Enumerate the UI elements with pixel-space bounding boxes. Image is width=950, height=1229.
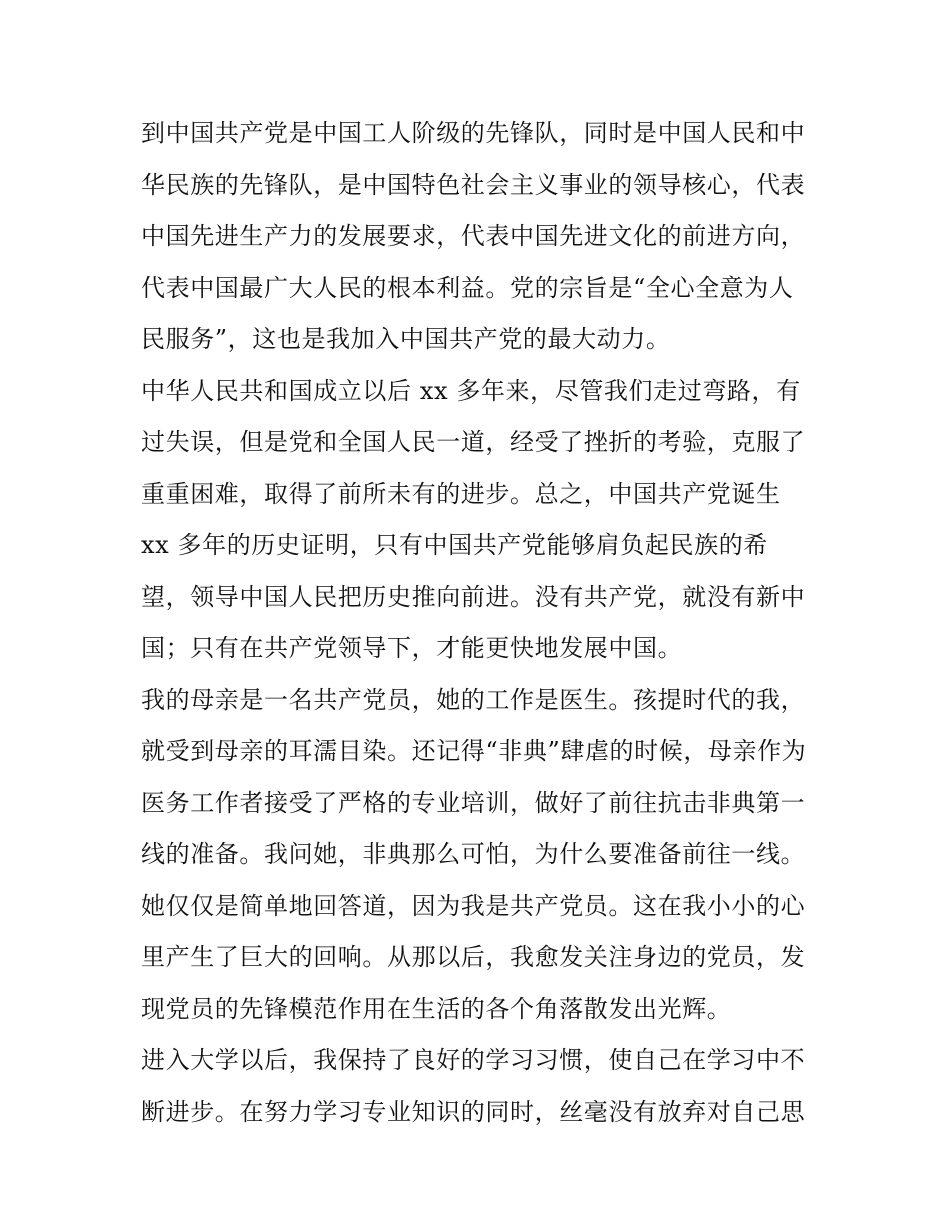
text-line: 到中国共产党是中国工人阶级的先锋队，同时是中国人民和中 xyxy=(141,119,806,147)
text-line: 线的准备。我问她，非典那么可怕，为什么要准备前往一线。 xyxy=(141,840,806,868)
text-line: 华民族的先锋队，是中国特色社会主义事业的领导核心，代表 xyxy=(141,170,806,199)
document-body xyxy=(141,108,821,1138)
paragraph-1 xyxy=(141,108,821,366)
text-line: 中国先进生产力的发展要求，代表中国先进文化的前进方向， xyxy=(141,222,806,250)
text-line: 就受到母亲的耳濡目染。还记得“非典”肆虐的时候，母亲作为 xyxy=(141,737,807,765)
text-line: 代表中国最广大人民的根本利益。党的宗旨是“全心全意为人 xyxy=(141,273,794,302)
text-line: 国；只有在共产党领导下，才能更快地发展中国。 xyxy=(141,634,683,662)
text-line: 医务工作者接受了严格的专业培训，做好了前往抗击非典第一 xyxy=(141,788,806,817)
text-line: 进入大学以后，我保持了良好的学习习惯，使自己在学习中不 xyxy=(141,1046,806,1074)
paragraph-3 xyxy=(141,675,821,1036)
text-line: 她仅仅是简单地回答道，因为我是共产党员。这在我小小的心 xyxy=(141,891,806,920)
text-line: 断进步。在努力学习专业知识的同时，丝毫没有放弃对自己思 xyxy=(141,1097,806,1126)
text-line: 重重困难，取得了前所未有的进步。总之，中国共产党诞生 xyxy=(141,479,781,508)
text-line: xx 多年的历史证明，只有中国共产党能够肩负起民族的希 xyxy=(141,531,768,559)
text-line: 望，领导中国人民把历史推向前进。没有共产党，就没有新中 xyxy=(141,582,806,611)
text-line: 民服务”，这也是我加入中国共产党的最大动力。 xyxy=(141,325,671,353)
text-line: 里产生了巨大的回响。从那以后，我愈发关注身边的党员，发 xyxy=(141,943,806,971)
text-line: 中华人民共和国成立以后 xx 多年来，尽管我们走过弯路，有 xyxy=(141,376,801,405)
text-line: 过失误，但是党和全国人民一道，经受了挫折的考验，克服了 xyxy=(141,428,806,456)
paragraph-4 xyxy=(141,1035,821,1138)
paragraph-2 xyxy=(141,366,821,675)
text-line: 我的母亲是一名共产党员，她的工作是医生。孩提时代的我， xyxy=(141,685,806,714)
text-line: 现党员的先锋模范作用在生活的各个角落散发出光辉。 xyxy=(141,994,732,1023)
